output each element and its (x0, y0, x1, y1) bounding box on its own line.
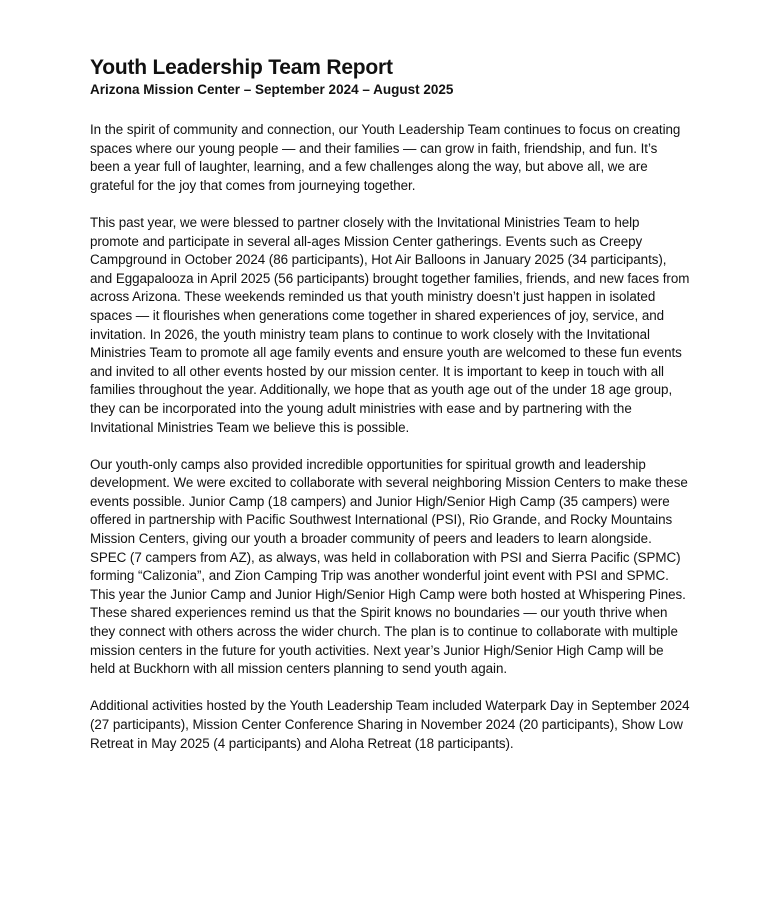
paragraph-additional-activities: Additional activities hosted by the Youth Leadership Team included Waterpark Day in September 2024 (27 participants), Mission Center Conference Sharing in November 2024 (20 participants), Show Low Retreat in May 2025 (4 participants) and Aloha Retreat (18 participants). (90, 698, 690, 751)
report-title: Youth Leadership Team Report (90, 56, 393, 79)
paragraph-youth-camps: Our youth-only camps also provided incredible opportunities for spiritual growth and leadership development. We were excited to collaborate with several neighboring Mission Centers to make these events possible. Junior Camp (18 campers) and Junior High/Senior High Camp (35 campers) were offered in partnership with Pacific Southwest International (PSI), Rio Grande, and Rocky Mountains Mission Centers, giving our youth a broader community of peers and leaders to learn alongside. SPEC (7 campers from AZ), as always, was held in collaboration with PSI and Sierra Pacific (SPMC) forming “Calizonia”, and Zion Camping Trip was another wonderful joint event with PSI and SPMC. This year the Junior Camp and Junior High/Senior High Camp were both hosted at Whispering Pines. These shared experiences remind us that the Spirit knows no boundaries — our youth thrive when they connect with others across the wider church. The plan is to continue to collaborate with multiple mission centers in the future for youth activities. Next year’s Junior High/Senior High Camp will be held at Buckhorn with all mission centers planning to send youth again. (90, 456, 688, 677)
paragraph-intro: In the spirit of community and connection, our Youth Leadership Team continues to focus on creating spaces where our young people — and their families — can grow in faith, friendship, and fun. It’s been a year full of laughter, learning, and a few challenges along the way, but above all, we are grateful for the joy that comes from journeying together. (90, 122, 681, 193)
report-page (90, 54, 690, 772)
paragraph-all-ages-events: This past year, we were blessed to partner closely with the Invitational Ministries Team to help promote and participate in several all-ages Mission Center gatherings. Events such as Creepy Campground in October 2024 (86 participants), Hot Air Balloons in January 2025 (34 participants), and Eggapalooza in April 2025 (56 participants) brought together families, friends, and new faces from across Arizona. These weekends reminded us that youth ministry doesn’t just happen in isolated spaces — it flourishes when generations come together in shared experiences of joy, service, and invitation. In 2026, the youth ministry team plans to continue to work closely with the Invitational Ministries Team to promote all age family events and ensure youth are welcomed to these fun events and invited to all other events hosted by our mission center. It is important to keep in touch with all families throughout the year. Additionally, we hope that as youth age out of the under 18 age group, they can be incorporated into the young adult ministries with ease and by partnering with the Invitational Ministries Team we believe this is possible. (90, 214, 690, 435)
report-subtitle: Arizona Mission Center – September 2024 – August 2025 (90, 82, 454, 97)
